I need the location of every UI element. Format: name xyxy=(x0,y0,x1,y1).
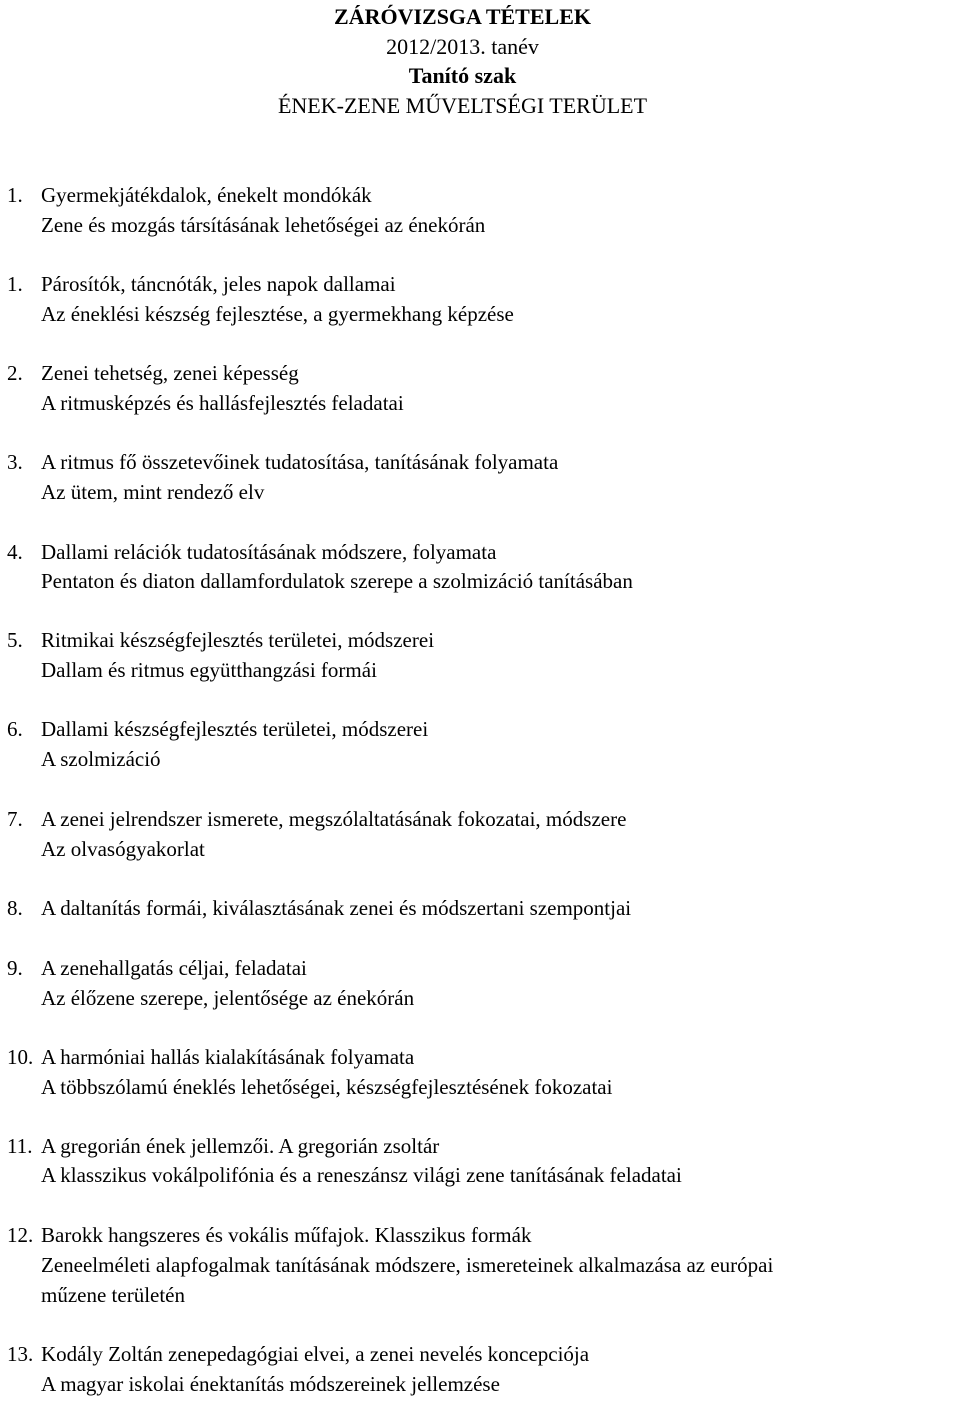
topic-heading: Dallami relációk tudatosításának módszere, folyamata xyxy=(41,539,497,564)
topic-subheading: Az olvasógyakorlat xyxy=(41,836,205,861)
topic-subheading: Az ütem, mint rendező elv xyxy=(41,479,265,504)
topic-number: 8. xyxy=(7,896,23,921)
topic-item xyxy=(7,626,957,685)
topic-number: 5. xyxy=(7,628,23,653)
topic-item xyxy=(7,1043,957,1102)
topic-number: 10. xyxy=(7,1045,34,1070)
topic-number: 13. xyxy=(7,1342,34,1367)
topic-subheading: Dallam és ritmus együtthangzási formái xyxy=(41,657,377,682)
topic-item xyxy=(7,805,957,864)
topic-subheading: Zene és mozgás társításának lehetőségei az énekórán xyxy=(41,212,486,237)
topic-heading: A zenehallgatás céljai, feladatai xyxy=(41,955,307,980)
topic-number: 4. xyxy=(7,539,23,564)
topic-number: 9. xyxy=(7,955,23,980)
topic-heading: Ritmikai készségfejlesztés területei, módszerei xyxy=(41,628,435,653)
topic-subheading: A többszólamú éneklés lehetőségei, készségfejlesztésének fokozatai xyxy=(41,1075,613,1100)
topic-heading: Kodály Zoltán zenepedagógiai elvei, a zenei nevelés koncepciója xyxy=(41,1342,590,1367)
topic-number: 3. xyxy=(7,450,23,475)
topic-heading: Párosítók, táncnóták, jeles napok dallamai xyxy=(41,272,396,297)
topic-heading: Barokk hangszeres és vokális műfajok. Klasszikus formák xyxy=(41,1223,532,1248)
topic-number: 11. xyxy=(7,1133,33,1158)
topic-subheading: műzene területén xyxy=(41,1282,186,1307)
topic-number: 1. xyxy=(7,272,23,297)
topic-item xyxy=(7,894,957,924)
topic-item xyxy=(7,1221,957,1310)
topic-number: 1. xyxy=(7,183,23,207)
topic-heading: Zenei tehetség, zenei képesség xyxy=(41,360,299,385)
topic-subheading: Pentaton és diaton dallamfordulatok szerepe a szolmizáció tanításában xyxy=(41,569,633,594)
topic-subheading: A klasszikus vokálpolifónia és a reneszánsz világi zene tanításának feladatai xyxy=(41,1163,682,1188)
topic-number: 2. xyxy=(7,360,23,385)
topic-subheading: A szolmizáció xyxy=(41,747,161,772)
topic-item xyxy=(7,359,957,418)
document-title: ZÁRÓVIZSGA TÉTELEK xyxy=(334,4,591,29)
topic-subheading: A ritmusképzés és hallásfejlesztés feladatai xyxy=(41,390,404,415)
school-year: 2012/2013. tanév xyxy=(386,33,539,59)
topic-item xyxy=(7,270,957,329)
topic-number: 6. xyxy=(7,717,23,742)
topic-item xyxy=(7,1132,957,1191)
program-name: Tanító szak xyxy=(408,63,517,88)
topic-heading: A zenei jelrendszer ismerete, megszólaltatásának fokozatai, módszere xyxy=(41,806,627,831)
topic-subheading: Zeneelméleti alapfogalmak tanításának módszere, ismereteinek alkalmazása az európai xyxy=(41,1252,774,1277)
topic-subheading: A magyar iskolai énektanítás módszereinek jellemzése xyxy=(41,1371,500,1396)
topic-item xyxy=(7,1340,957,1399)
topic-heading: A daltanítás formái, kiválasztásának zenei és módszertani szempontjai xyxy=(41,896,632,921)
topic-heading: A gregorián ének jellemzői. A gregorián zsoltár xyxy=(41,1133,440,1158)
topic-heading: Gyermekjátékdalok, énekelt mondókák xyxy=(41,183,372,207)
topic-heading: A harmóniai hallás kialakításának folyamata xyxy=(41,1045,415,1070)
topic-item xyxy=(7,181,957,240)
topic-heading: A ritmus fő összetevőinek tudatosítása, tanításának folyamata xyxy=(41,450,559,475)
topic-subheading: Az éneklési készség fejlesztése, a gyermekhang képzése xyxy=(41,302,514,327)
topic-item xyxy=(7,715,957,774)
topic-list xyxy=(7,181,957,1400)
topic-number: 12. xyxy=(7,1223,34,1248)
topic-number: 7. xyxy=(7,806,23,831)
topic-subheading: Az élőzene szerepe, jelentősége az énekórán xyxy=(41,985,415,1010)
subject-area: ÉNEK-ZENE MŰVELTSÉGI TERÜLET xyxy=(277,92,648,118)
topic-item xyxy=(7,954,957,1013)
topic-item xyxy=(7,538,957,597)
topic-heading: Dallami készségfejlesztés területei, módszerei xyxy=(41,717,429,742)
topic-item xyxy=(7,448,957,507)
document-header xyxy=(0,2,925,120)
